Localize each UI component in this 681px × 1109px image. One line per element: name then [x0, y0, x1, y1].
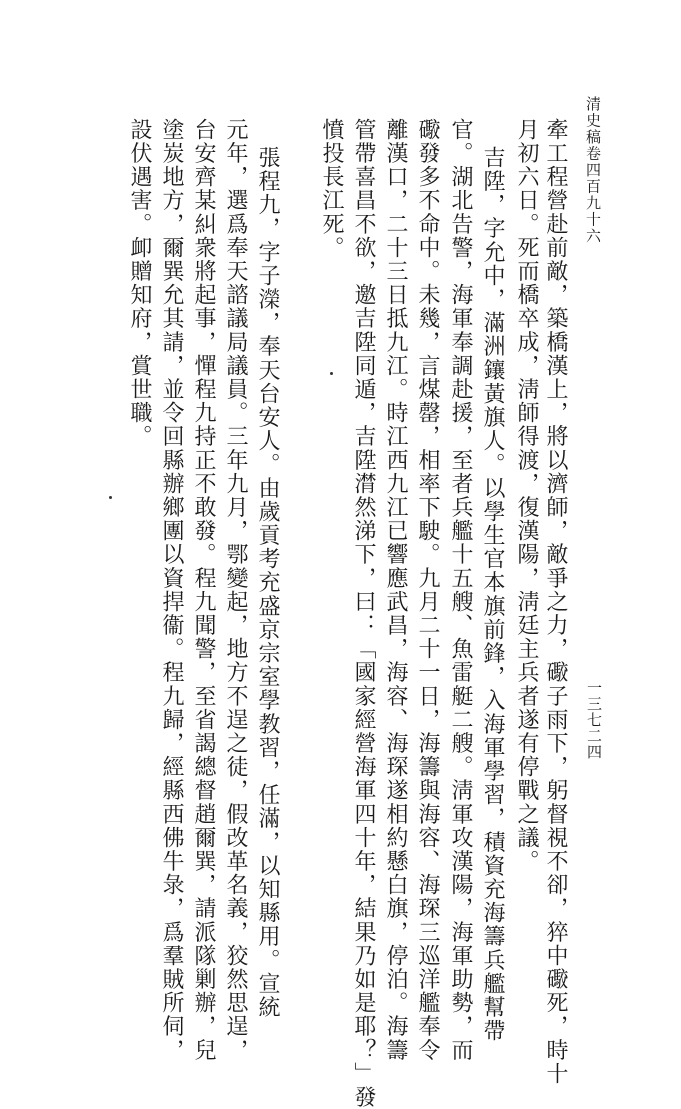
text-column-10: 元年，選爲奉天諮議局議員。三年九月，鄂變起，地方不逞之徒，假改革名義，狡然思逞， [223, 118, 248, 1062]
text-column-3: 吉陞，字允中，滿洲鑲黃旗人。以學生官本旗前鋒，入海軍學習，積資充海籌兵艦幫帶 [480, 146, 505, 1043]
text-column-1: 牽工程營赴前敵，築橋漢上，將以濟師，敵爭之力，礮子雨下，躬督視不卻，猝中礮死，時十 [543, 118, 568, 1086]
text-column-4: 官。湖北告警，海軍奉調赴援，至者兵艦十五艘、魚雷艇二艘。淸軍攻漢陽，海軍助勢，而 [448, 118, 473, 1062]
stray-mark [330, 372, 333, 375]
text-column-12: 塗炭地方，爾巽允其請，並令回縣辦鄉團以資捍衞。程九歸，經縣西佛牛彔，爲羣賊所伺， [159, 118, 184, 1062]
text-column-13: 設伏遇害。卹贈知府，賞世職。 [127, 118, 152, 449]
text-column-11: 台安齊某糾衆將起事，憚程九持正不敢發。程九聞警，至省謁總督趙爾巽，請派隊剿辦，兒 [191, 118, 216, 1062]
text-column-2: 月初六日。死而橋卒成，淸師得渡，復漢陽，淸廷主兵者遂有停戰之議。 [514, 118, 539, 874]
text-column-9: 張程九，字子濚，奉天台安人。由歲貢考充盛京宗室學教習，任滿，以知縣用。宣統 [255, 146, 280, 1020]
text-column-8: 憤投長江死。 [319, 118, 344, 260]
text-column-7: 管帶喜昌不欲，邀吉陞同遁，吉陞潸然涕下，曰：「國家經營海軍四十年，結果乃如是耶？」發 [351, 118, 376, 1109]
text-column-5: 礮發多不命中。未幾，言煤罄，相率下駛。九月二十一日，海籌與海容、海琛三巡洋艦奉令 [415, 118, 440, 1062]
text-column-6: 離漢口，二十三日抵九江。時江西九江已響應武昌，海容、海琛遂相約懸白旗，停泊。海籌 [383, 118, 408, 1062]
running-title: 清史稿卷四百九十六 [584, 96, 602, 245]
stray-mark [109, 496, 112, 499]
page-number: 一三七二四 [585, 680, 603, 760]
